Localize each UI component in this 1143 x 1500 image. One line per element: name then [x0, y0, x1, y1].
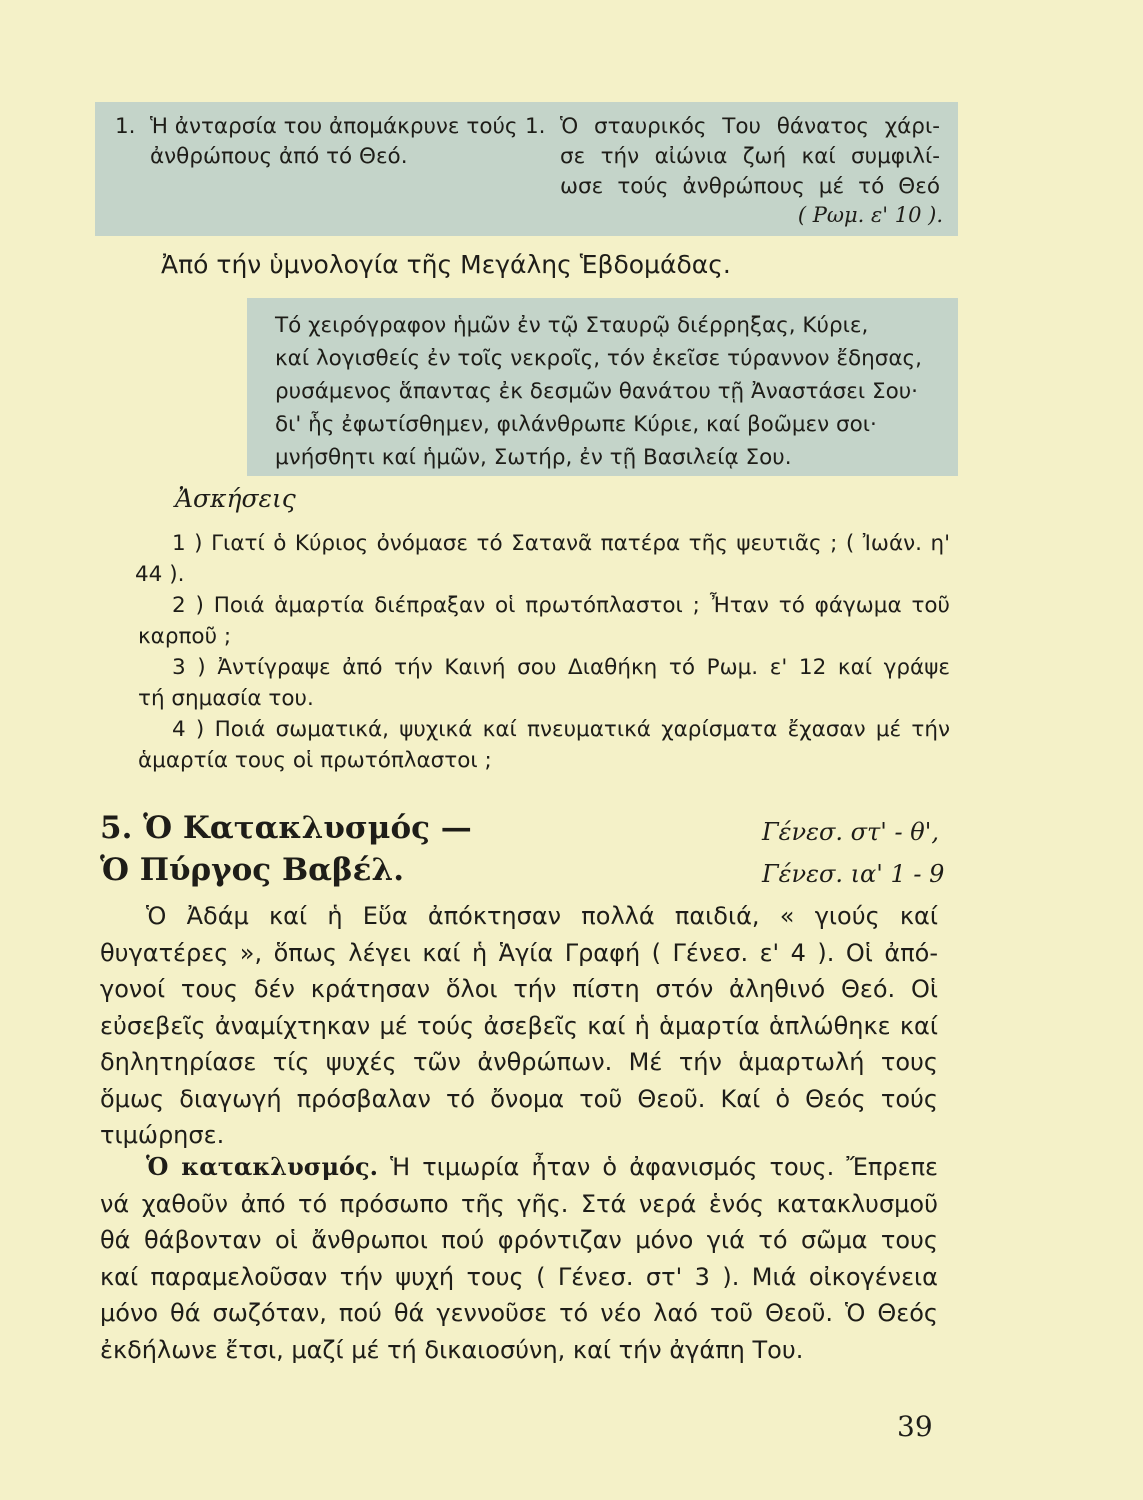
left-item-line-2: ἀνθρώπους ἀπό τό Θεό.: [150, 144, 408, 169]
page-number: 39: [897, 1410, 933, 1443]
paragraph-2-line-6: ἐκδήλωνε ἔτσι, μαζί μέ τή δικαιοσύνη, καί τήν ἀγάπη Του.: [100, 1335, 804, 1364]
paragraph-2-line-1-rest: Ἡ τιμωρία ἦταν ὁ ἀφανισμός τους. Ἔπρεπε: [378, 1153, 938, 1181]
paragraph-2-line-5: μόνο θά σωζόταν, πού θά γεννοῦσε τό νέο λαό τοῦ Θεοῦ. Ὁ Θεός: [100, 1299, 938, 1327]
paragraph-2-line-2: νά χαθοῦν ἀπό τό πρόσωπο τῆς γῆς. Στά νερά ἑνός κατακλυσμοῦ: [100, 1189, 938, 1218]
exercise-4-rest: ἁμαρτία τους οἱ πρωτόπλαστοι ;: [138, 748, 492, 773]
hymn-line-2: καί λογισθείς ἐν τοῖς νεκροῖς, τόν ἐκεῖσε τύραννον ἔδησας,: [275, 346, 923, 371]
paragraph-2: [100, 1149, 938, 1368]
paragraph-1-line-1: Ὁ Ἀδάμ καί ἡ Εὕα ἀπόκτησαν πολλά παιδιά, « γιούς καί: [146, 902, 938, 930]
right-item-line-1: Ὁ σταυρικός Του θάνατος χάρι-: [560, 114, 940, 139]
paragraph-2-lead: Ὁ κατακλυσμός.: [146, 1152, 379, 1181]
paragraph-1-line-4: εὐσεβεῖς ἀναμίχτηκαν μέ τούς ἀσεβεῖς καί ἡ ἁμαρτία ἁπλώθηκε καί: [100, 1011, 938, 1040]
section-reference-2: Γένεσ. ια' 1 - 9: [762, 860, 945, 888]
paragraph-1: [100, 898, 938, 1154]
exercises-list: [135, 528, 950, 776]
hymn-heading: Ἀπό τήν ὑμνολογία τῆς Μεγάλης Ἑβδομάδας.: [161, 250, 731, 279]
section-title-line-1: 5. Ὁ Κατακλυσμός —: [100, 810, 472, 846]
right-item-line-2: σε τήν αἰώνια ζωή καί συμφιλί-: [560, 144, 940, 169]
left-item-line-1: Ἡ ἀνταρσία του ἀπομάκρυνε τούς: [150, 114, 518, 139]
exercise-3-rest: τή σημασία του.: [138, 686, 314, 711]
paragraph-2-line-1: [100, 1149, 938, 1186]
paragraph-1-line-5: δηλητηρίασε τίς ψυχές τῶν ἀνθρώπων. Μέ τήν ἁμαρτωλή τους: [100, 1048, 938, 1076]
right-item-reference: ( Ρωμ. ε' 10 ).: [797, 203, 943, 227]
hymn-text: [275, 309, 922, 474]
exercises-title: Ἀσκήσεις: [175, 484, 296, 513]
hymn-line-5: μνήσθητι καί ἡμῶν, Σωτήρ, ἐν τῇ Βασιλείᾳ Σου.: [275, 445, 792, 470]
right-item-number: 1.: [525, 114, 546, 139]
hymn-line-1: Τό χειρόγραφον ἡμῶν ἐν τῷ Σταυρῷ διέρρηξας, Κύριε,: [275, 313, 869, 338]
exercise-1-first: 1 ) Γιατί ὁ Κύριος ὀνόμασε τό Σατανᾶ πατέρα τῆς ψευτιᾶς ; ( Ἰωάν. η': [172, 531, 950, 556]
paragraph-1-line-6: ὅμως διαγωγή πρόσβαλαν τό ὄνομα τοῦ Θεοῦ. Καί ὁ Θεός τούς: [100, 1084, 938, 1113]
exercise-4-first: 4 ) Ποιά σωματικά, ψυχικά καί πνευματικά χαρίσματα ἔχασαν μέ τήν: [172, 717, 950, 742]
paragraph-1-line-2: θυγατέρες », ὅπως λέγει καί ἡ Ἁγία Γραφή ( Γένεσ. ε' 4 ). Οἱ ἀπό-: [100, 938, 938, 967]
right-item-text: [560, 112, 940, 202]
exercise-3-first: 3 ) Ἀντίγραψε ἀπό τήν Καινή σου Διαθήκη τό Ρωμ. ε' 12 καί γράψε: [172, 655, 950, 680]
section-title-line-2: Ὁ Πύργος Βαβέλ.: [100, 852, 404, 888]
left-item-number: 1.: [115, 114, 136, 139]
section-reference-1: Γένεσ. στ' - θ',: [762, 818, 939, 846]
exercise-2-rest: καρποῦ ;: [138, 624, 232, 649]
hymn-line-3: ρυσάμενος ἅπαντας ἐκ δεσμῶν θανάτου τῇ Ἀναστάσει Σου·: [275, 379, 919, 404]
paragraph-1-line-7: τιμώρησε.: [100, 1121, 225, 1149]
hymn-line-4: δι' ἧς ἐφωτίσθημεν, φιλάνθρωπε Κύριε, καί βοῶμεν σοι·: [275, 412, 877, 437]
exercise-1-rest: 44 ).: [135, 562, 185, 587]
paragraph-1-line-3: γονοί τους δέν κράτησαν ὅλοι τήν πίστη στόν ἀληθινό Θεό. Οἱ: [100, 975, 938, 1003]
paragraph-2-line-4: καί παραμελοῦσαν τήν ψυχή τους ( Γένεσ. στ' 3 ). Μιά οἰκογένεια: [100, 1262, 938, 1291]
exercise-2-first: 2 ) Ποιά ἁμαρτία διέπραξαν οἱ πρωτόπλαστοι ; Ἦταν τό φάγωμα τοῦ: [172, 593, 950, 618]
paragraph-2-line-3: θά θάβονταν οἱ ἄνθρωποι πού φρόντιζαν μόνο γιά τό σῶμα τους: [100, 1226, 938, 1254]
right-item-line-3: ωσε τούς ἀνθρώπους μέ τό Θεό: [560, 174, 940, 199]
